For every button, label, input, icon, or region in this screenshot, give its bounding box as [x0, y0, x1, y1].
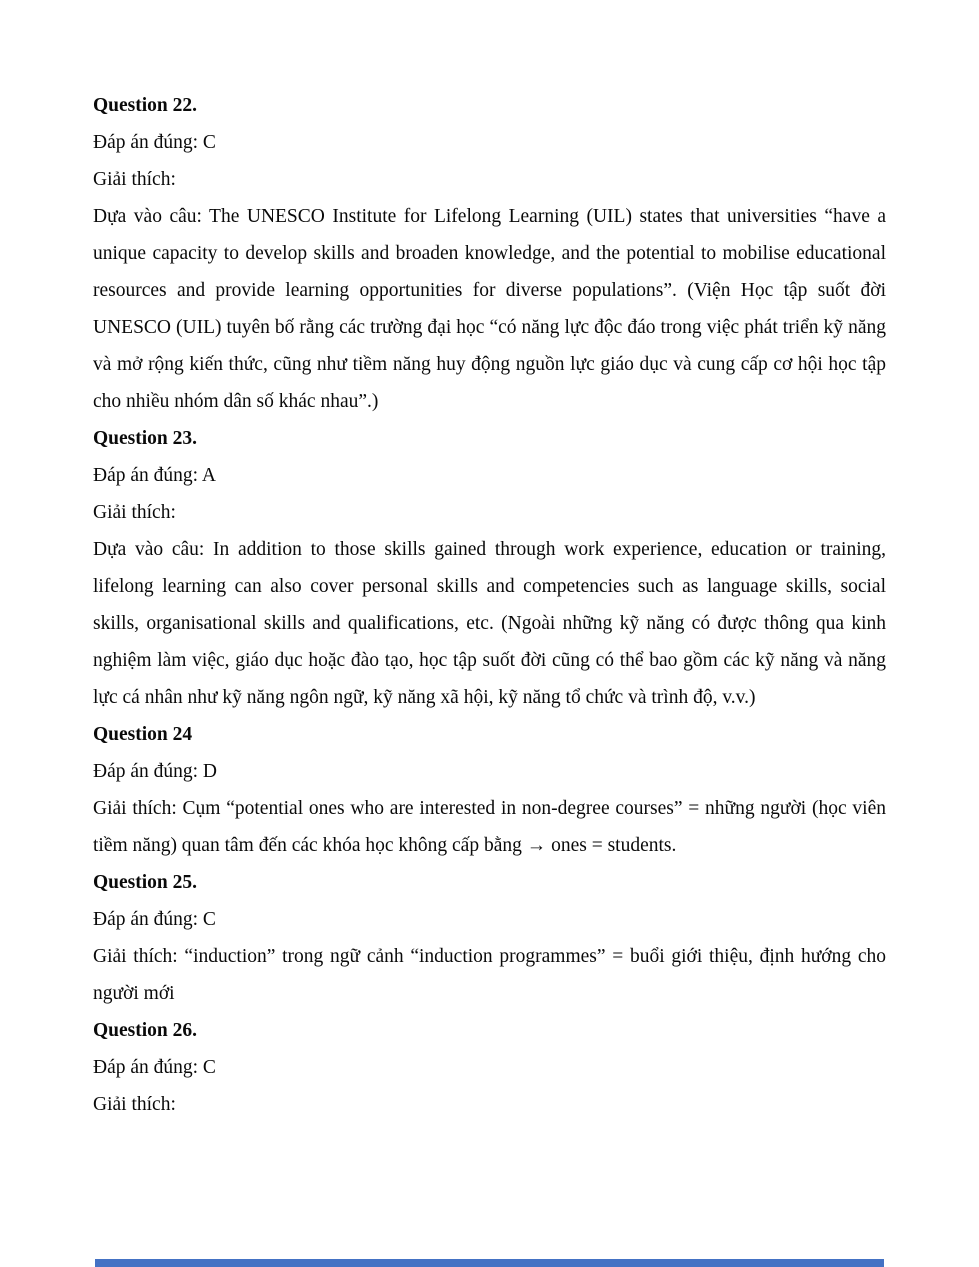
- explanation-label: Giải thích:: [93, 502, 176, 523]
- question-block-24: [93, 716, 886, 864]
- answer-line: Đáp án đúng: D: [93, 761, 218, 782]
- explanation-text: Giải thích: “induction” trong ngữ cảnh “induction programmes” = buổi giới thiệu, định hướng cho người mới: [93, 946, 886, 1004]
- question-block-23: [93, 420, 886, 716]
- question-title: Question 23.: [93, 428, 198, 449]
- answer-line: Đáp án đúng: C: [93, 909, 216, 930]
- explanation-label: Giải thích:: [93, 169, 176, 190]
- question-block-26: [93, 1012, 886, 1123]
- question-title: Question 25.: [93, 872, 198, 893]
- question-title: Question 26.: [93, 1020, 198, 1041]
- answer-line: Đáp án đúng: A: [93, 465, 216, 486]
- explanation-text: Dựa vào câu: The UNESCO Institute for Lifelong Learning (UIL) states that universities “have a unique capacity to develop skills and broaden knowledge, and the potential to mobilise educational resources and provide learning opportunities for diverse populations”. (Viện Học tập suốt đời UNESCO (UIL) tuyên bố rằng các trường đại học “có năng lực độc đáo trong việc phát triển kỹ năng và mở rộng kiến thức, cũng như tiềm năng huy động nguồn lực giáo dục và cung cấp cơ hội học tập cho nhiều nhóm dân số khác nhau”.): [93, 206, 886, 412]
- explanation-label: Giải thích:: [93, 1094, 176, 1115]
- explanation-text: Dựa vào câu: In addition to those skills gained through work experience, education or training, lifelong learning can also cover personal skills and competencies such as language skills, social skills, organisational skills and qualifications, etc. (Ngoài những kỹ năng có được thông qua kinh nghiệm làm việc, giáo dục hoặc đào tạo, học tập suốt đời cũng có thể bao gồm các kỹ năng và năng lực cá nhân như kỹ năng ngôn ngữ, kỹ năng xã hội, kỹ năng tổ chức và trình độ, v.v.): [93, 539, 886, 708]
- explanation-text: Giải thích: Cụm “potential ones who are interested in non-degree courses” = những người (học viên tiềm năng) quan tâm đến các khóa học không cấp bằng → ones = students.: [93, 798, 886, 856]
- question-block-25: [93, 864, 886, 1012]
- question-block-22: [93, 87, 886, 420]
- answer-line: Đáp án đúng: C: [93, 132, 216, 153]
- clipped-bottom-blue-bar: [95, 1259, 884, 1267]
- question-title: Question 24: [93, 724, 193, 745]
- question-title: Question 22.: [93, 95, 198, 116]
- answer-line: Đáp án đúng: C: [93, 1057, 216, 1078]
